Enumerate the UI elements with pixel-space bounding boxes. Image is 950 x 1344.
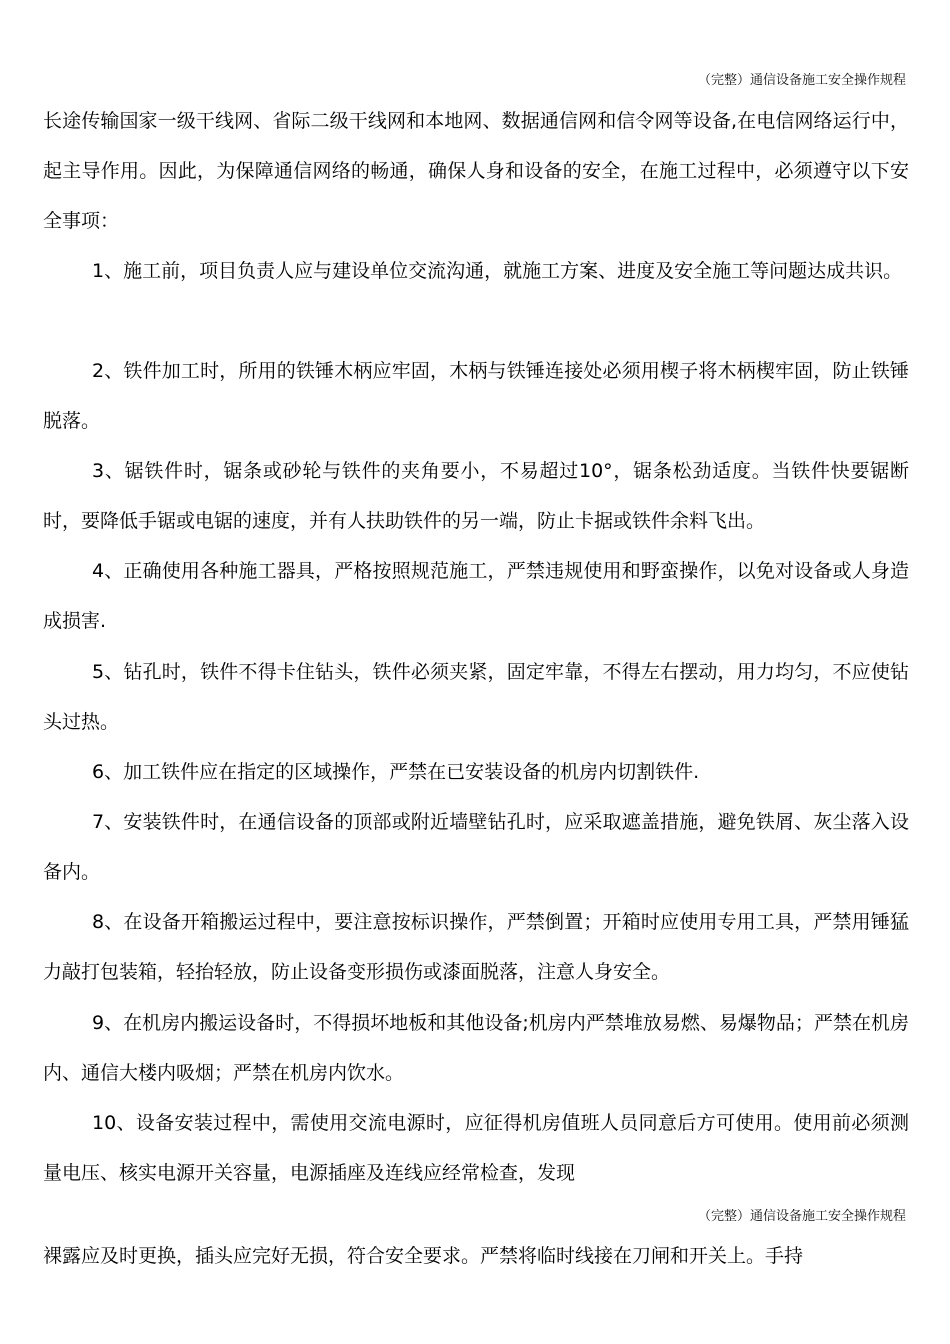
rule-item-5: 5、钻孔时，铁件不得卡住钻头，铁件必须夹紧，固定牢靠，不得左右摆动，用力均匀，不应使钻头过热。 [43,661,909,733]
rule-item-7: 7、安装铁件时，在通信设备的顶部或附近墙壁钻孔时，应采取遮盖措施，避免铁屑、灰尘落入设备内。 [43,811,909,883]
rule-item-8: 8、在设备开箱搬运过程中，要注意按标识操作，严禁倒置；开箱时应使用专用工具，严禁用锤猛力敲打包装箱，轻抬轻放，防止设备变形损伤或漆面脱落，注意人身安全。 [43,911,909,983]
rule-item-4: 4、正确使用各种施工器具，严格按照规范施工，严禁违规使用和野蛮操作，以免对设备或人身造成损害. [43,560,909,632]
running-header-page-2: （完整）通信设备施工安全操作规程 [697,1209,906,1224]
rule-item-2: 2、铁件加工时，所用的铁锤木柄应牢固，木柄与铁锤连接处必须用楔子将木柄楔牢固，防止铁锤脱落。 [43,360,909,432]
intro-paragraph: 长途传输国家一级干线网、省际二级干线网和本地网、数据通信网和信令网等设备,在电信网络运行中，起主导作用。因此，为保障通信网络的畅通，确保人身和设备的安全，在施工过程中，必须遵守以下安全事项： [43,110,909,232]
rule-item-6: 6、加工铁件应在指定的区域操作，严禁在已安装设备的机房内切割铁件. [92,761,700,783]
rule-item-9: 9、在机房内搬运设备时，不得损坏地板和其他设备;机房内严禁堆放易燃、易爆物品；严禁在机房内、通信大楼内吸烟；严禁在机房内饮水。 [43,1012,909,1084]
rule-item-10: 10、设备安装过程中，需使用交流电源时，应征得机房值班人员同意后方可使用。使用前必须测量电压、核实电源开关容量，电源插座及连线应经常检查，发现 [43,1112,909,1184]
rule-item-3: 3、锯铁件时，锯条或砂轮与铁件的夹角要小，不易超过10°，锯条松劲适度。当铁件快要锯断时，要降低手锯或电锯的速度，并有人扶助铁件的另一端，防止卡据或铁件余料飞出。 [43,460,909,532]
running-header: （完整）通信设备施工安全操作规程 [697,73,906,88]
continuation-paragraph: 裸露应及时更换，插头应完好无损，符合安全要求。严禁将临时线接在刀闸和开关上。手持 [43,1245,804,1267]
rule-item-1: 1、施工前，项目负责人应与建设单位交流沟通，就施工方案、进度及安全施工等问题达成共识。 [92,260,903,282]
